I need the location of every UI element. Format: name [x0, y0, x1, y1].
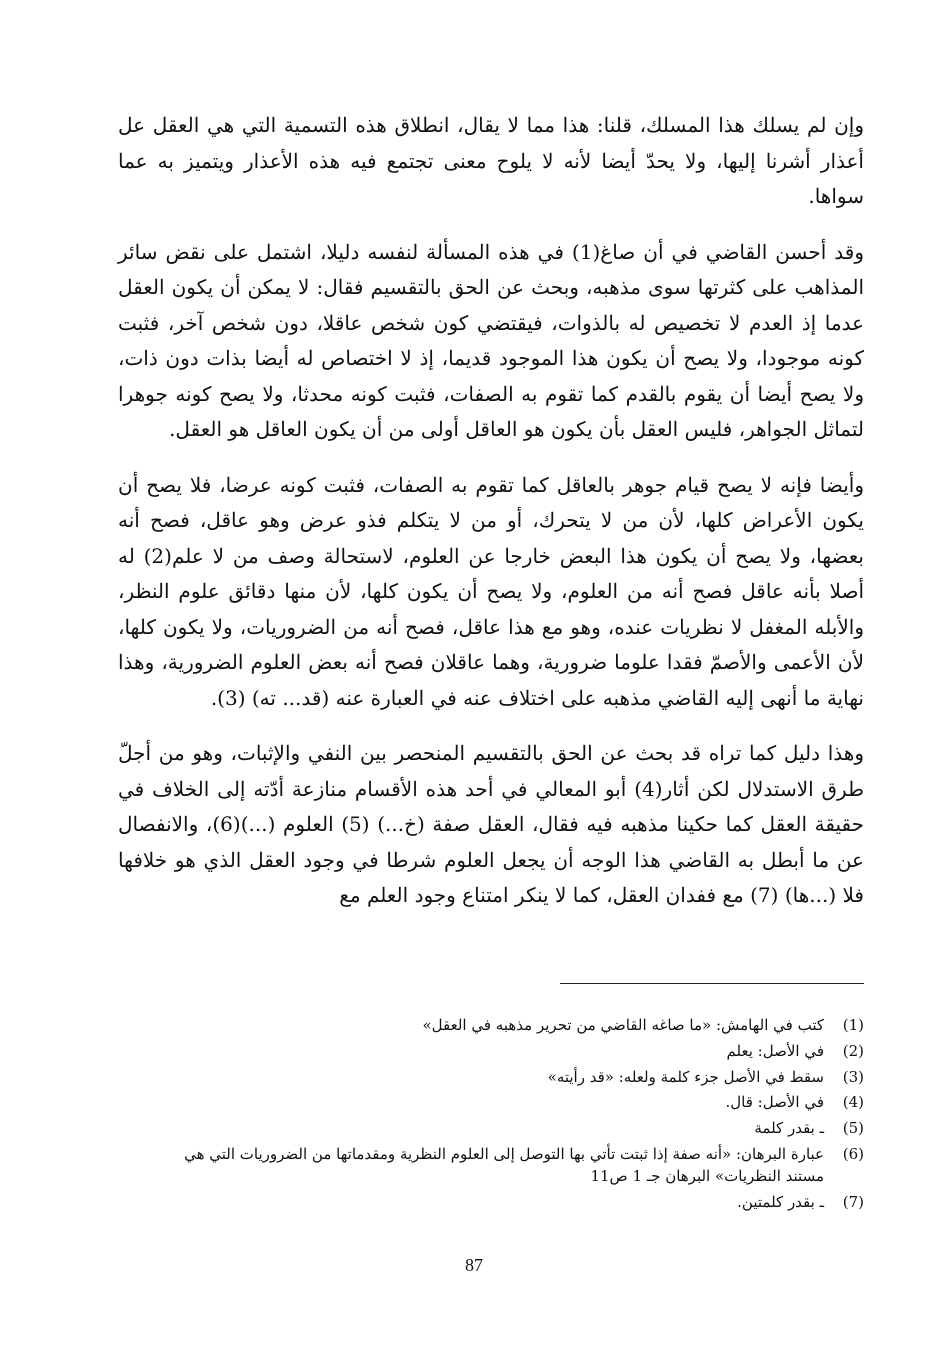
- footnote: [118, 1091, 864, 1114]
- footnote-continuation: مستند النظريات» البرهان جـ 1 ص11: [590, 1167, 824, 1186]
- footnote-number: (6): [842, 1144, 864, 1163]
- footnote-number: (3): [842, 1067, 864, 1086]
- paragraph: وإن لم يسلك هذا المسلك، قلنا: هذا مما لا يقال، انطلاق هذه التسمية التي هي العقل عل أعذار أشرنا إليها، ولا يحدّ أيضا لأنه لا يلوح معنى تجتمع فيه هذه الأعذار ويتميز به عما سواها.: [118, 113, 864, 208]
- footnote-text: في الأصل: قال.: [725, 1093, 824, 1112]
- footnote-separator: [560, 983, 864, 984]
- footnote-text: في الأصل: يعلم: [726, 1041, 824, 1060]
- footnote: [118, 1143, 864, 1188]
- main-text: [118, 108, 864, 914]
- footnote: [118, 1117, 864, 1140]
- paragraph: وأيضا فإنه لا يصح قيام جوهر بالعاقل كما تقوم به الصفات، فثبت كونه عرضا، فلا يصح أن يكون الأعراض كلها، لأن من لا يتحرك، أو من لا يتكلم فذو عرض وهو عاقل، فصح أنه بعضها، ولا يصح أن يكون هذا البعض خارجا عن العلوم، لاستحالة وصف من لا علم(2) له أصلا بأنه عاقل فصح أنه من العلوم، ولا يصح أن يكون كلها، لأن منها دقائق علوم النظر، والأبله المغفل لا نظريات عنده، وهو مع هذا عاقل، فصح أنه من الضروريات، ولا يكون كلها، لأن الأعمى والأصمّ فقدا علوما ضرورية، وهما عاقلان فصح أنه بعض العلوم الضرورية، وهذا نهاية ما أنهى إليه القاضي مذهبه على اختلاف عنه في العبارة عنه (قد... ته) (3).: [118, 472, 864, 710]
- footnote-number: (4): [842, 1093, 864, 1112]
- footnotes-list: [118, 1014, 864, 1217]
- footnote-number: (1): [842, 1016, 864, 1034]
- footnote-number: (2): [842, 1041, 864, 1060]
- footnote: [118, 1066, 864, 1089]
- footnote-text: سقط في الأصل جزء كلمة ولعله: «قد رأيته»: [547, 1067, 824, 1086]
- footnote-text: كتب في الهامش: «ما صاغه القاضي من تحرير مذهبه في العقل»: [422, 1016, 824, 1034]
- footnote: [118, 1014, 864, 1037]
- footnote-text: ـ بقدر كلمتين.: [737, 1193, 824, 1212]
- paragraph: وهذا دليل كما تراه قد بحث عن الحق بالتقسيم المنحصر بين النفي والإثبات، وهو من أجلّ طرق الاستدلال لكن أثار(4) أبو المعالي في أحد هذه الأقسام منازعة أدّته إلى الخلاف في حقيقة العقل كما حكينا مذهبه فيه فقال، العقل صفة (خ...) (5) العلوم (...)(6)، والانفصال عن ما أبطل به القاضي هذا الوجه أن يجعل العلوم شرطا في وجود العقل الذي هو خلافها فلا (...ها) (7) مع ففدان العقل، كما لا ينكر امتناع وجود العلم مع: [118, 741, 864, 907]
- footnote: [118, 1191, 864, 1214]
- footnote-number: (7): [842, 1193, 864, 1212]
- page-number: 87: [465, 1255, 483, 1275]
- footnote-number: (5): [842, 1119, 864, 1138]
- paragraph: وقد أحسن القاضي في أن صاغ(1) في هذه المسألة لنفسه دليلا، اشتمل على نقض سائر المذاهب على كثرتها سوى مذهبه، وبحث عن الحق بالتقسيم فقال: لا يمكن أن يكون العقل عدما إذ العدم لا تخصيص له بالذوات، فيقتضي كون شخص عاقلا، دون شخص آخر، فثبت كونه موجودا، ولا يصح أن يكون هذا الموجود قديما، إذ لا اختصاص له أيضا بذات دون ذات، ولا يصح أيضا أن يقوم بالقدم كما تقوم به الصفات، فثبت كونه محدثا، ولا يصح كونه جوهرا لتماثل الجواهر، فليس العقل بأن يكون هو العاقل أولى من أن يكون العاقل هو العقل.: [118, 239, 864, 441]
- footnote-text: عبارة البرهان: «أنه صفة إذا ثبتت تأتي بها التوصل إلى العلوم النظرية ومقدماتها من الضروريات التي هي: [184, 1144, 824, 1163]
- footnote-text: ـ بقدر كلمة: [754, 1119, 824, 1138]
- footnote: [118, 1040, 864, 1063]
